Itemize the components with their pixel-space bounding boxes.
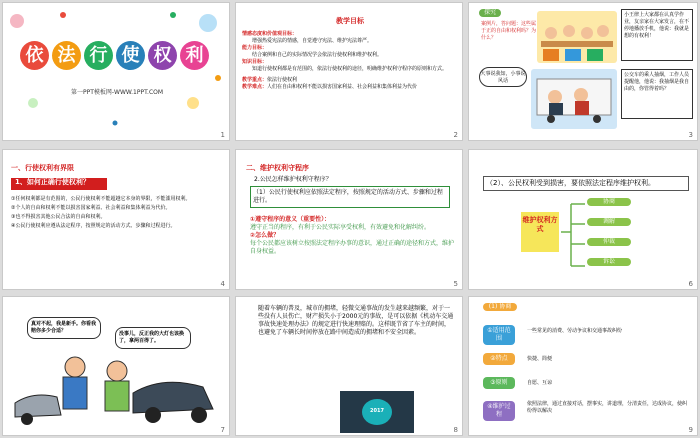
s5-point-2-text: 每个公民都应该树立按照法定程序办事的意识，通过正确的途径和方式，维护自身权益。 [250, 240, 455, 255]
s9-row-1-label: ②特点 [483, 353, 515, 365]
s1-title-char-4: 权 [148, 41, 177, 70]
s2-line-0-text: 增强热爱宪法的情感，自觉遵守宪法、维护宪法尊严。 [252, 38, 373, 44]
s8-plate: 2017 [370, 408, 384, 414]
s7-car-accident-illustration [13, 353, 223, 433]
s8-photo [340, 391, 414, 433]
s9-row-2-label: ③原则 [483, 377, 515, 389]
s1-title-row [20, 41, 209, 70]
s4-items [11, 196, 223, 230]
s4-heading: 一、行使权利有界限 [11, 164, 74, 172]
slide-number: 2 [453, 131, 458, 139]
s5-point-1-text: 遵守正当的程序，有利于公民实际享受权利，有效避免和化解纠纷。 [250, 224, 431, 231]
s3-right-box-1: 小王律上大家都在认真学作业，友亲家在大家发言，在不停地播放手机，他说：我就是想的有权利！ [621, 9, 693, 61]
s2-line-1-text: 结合案例和自己的实际情况学会依法行使权利和维护权利。 [252, 52, 383, 58]
slide-4[interactable] [2, 149, 230, 290]
s1-title-char-2: 行 [84, 41, 113, 70]
s5-question: 2.公民怎样维护权利守程序？ [254, 176, 332, 183]
slide-number: 7 [220, 426, 225, 434]
s5-point-1: ①遵守程序的意义（重要性）： [250, 216, 331, 223]
slide-2[interactable] [235, 2, 463, 141]
slide-8[interactable] [235, 296, 463, 436]
classroom-icon [537, 11, 617, 63]
s1-subtitle: 第一PPT模板网-WWW.1PPT.COM [70, 89, 164, 96]
s2-line-2-text: 知道行使权利都是有范围的，依法行使权利的途径，明确维护权利守程序的原则和方式。 [252, 66, 448, 72]
s1-title-char-1: 法 [52, 41, 81, 70]
s2-heading: 教学目标 [336, 17, 364, 25]
s6-way-2: 仲裁 [587, 238, 631, 246]
s4-subheading-bar [11, 178, 107, 190]
s5-body [250, 216, 454, 256]
s7-bubble-2: 没事儿，反正我的大灯也该换了，拿两百得了。 [115, 327, 191, 349]
s9-row-1-text: 快捷、简便 [527, 356, 553, 362]
s6-title: （2）、公民权利受到损害，要依照法定程序维护权利。 [483, 176, 689, 191]
slide-number: 9 [688, 426, 693, 434]
slide-9[interactable] [468, 296, 698, 436]
s5-box: （1）公民行使权利应依照法定程序，按照规定的活动方式、步骤和过程进行。 [250, 186, 450, 208]
s9-tag: (1) 协商 [483, 303, 517, 311]
slide-number: 1 [220, 131, 225, 139]
slide-number: 3 [688, 131, 693, 139]
s5-heading: 二、维护权利守程序 [246, 164, 309, 172]
s9-row-0 [483, 321, 693, 345]
s6-center-box [521, 212, 559, 252]
s9-row-2-text: 自愿、互谅 [527, 380, 553, 386]
s2-line-2: 知识目标： [242, 59, 268, 65]
s9-row-1 [483, 349, 693, 371]
s2-line-1: 能力目标： [242, 45, 268, 51]
slide-number: 5 [453, 280, 458, 288]
s4-subheading: 1、如何正确行使权利？ [15, 178, 90, 186]
s7-bubble-1: 真对不起，我是新手。你看我赔你多少合适？ [27, 317, 101, 339]
s3-classroom-illustration [537, 11, 617, 63]
s9-row-0-label: ①适用范围 [483, 325, 515, 345]
slide-6[interactable] [468, 149, 698, 290]
slide-7[interactable] [2, 296, 230, 436]
s4-item-1: ②个人的自由和权利不能以损害国家利益、社会利益和集体利益为代价。 [11, 205, 171, 211]
s1-title-char-3: 使 [116, 41, 145, 70]
s6-bracket [559, 200, 587, 272]
s6-center-label: 维护权利方式 [522, 216, 558, 233]
slide-1[interactable] [2, 2, 230, 141]
slide-5[interactable] [235, 149, 463, 290]
s1-title-char-0: 依 [20, 41, 49, 70]
slide-number: 6 [688, 280, 693, 288]
s8-badge [362, 399, 392, 425]
s3-right-box-2: 公交车的乘人抽烟，工作人员提醒他，他说：我抽烟是我自由的，你管得着吗？ [621, 69, 693, 119]
s8-text: 随着车辆的普及，城市的拥堵，轻微交通事故的发生越来越频繁，对于一些没有人员伤亡，财产损失小于2000元的事故，是可以依据《机动车交通事故快速处理办法》的规定进行快速理赔的。这样既节省了车主的时间，也避免了车辆长时间停放在路中间造成的拥堵和不安全因素。 [258, 305, 454, 336]
s4-item-3: ④公民行使权利应遵从法定程序，按照规定的活动方式、步骤和过程进行。 [11, 223, 176, 229]
s2-line-3: 教学重点：依法行使权利 [242, 77, 298, 83]
slide-number: 4 [220, 280, 225, 288]
s3-bubble-text: 大事说我知，小事说风话 [480, 71, 526, 84]
s2-line-0: 情感态度和价值观目标： [242, 31, 298, 37]
s6-way-3: 诉讼 [587, 258, 631, 266]
s2-body [242, 31, 458, 91]
s3-bus-illustration [531, 69, 617, 129]
s4-item-2: ③也不得损害其他公民合法的自由和权利。 [11, 214, 106, 220]
s1-title-char-5: 利 [180, 41, 209, 70]
s3-bubble [479, 67, 527, 87]
s6-way-0: 协商 [587, 198, 631, 206]
slide-3[interactable] [468, 2, 698, 141]
s5-point-2: ②怎么做？ [250, 232, 280, 239]
s3-question: 案例片，答问题：这些属于正的自由和权利吗？为什么？ [481, 21, 537, 41]
s6-way-1: 调解 [587, 218, 631, 226]
s2-line-4: 教学难点：人们在自由和权利不能以损害国家利益、社会利益和集体利益为代价 [242, 84, 418, 90]
s9-row-3-label: ④维护过程 [483, 401, 515, 421]
confetti-decoration [3, 3, 230, 141]
bus-scene-icon [531, 69, 617, 129]
s3-tag: 探究 [479, 9, 501, 17]
s9-row-3-text: 依照法律，通过直接对话，摆事实，讲道理，分清责任，达成协议，使纠纷得以解决 [527, 401, 688, 414]
s9-row-2 [483, 373, 693, 395]
slide-number: 8 [453, 426, 458, 434]
s4-item-0: ①任何权利都是有范围的，公民行使权利不能超越它本身的界限，不能滥用权利。 [11, 196, 191, 202]
s9-row-3 [483, 397, 693, 427]
s9-row-0-text: 一些常见的消费、劳动争议和交通事故纠纷 [527, 328, 623, 334]
